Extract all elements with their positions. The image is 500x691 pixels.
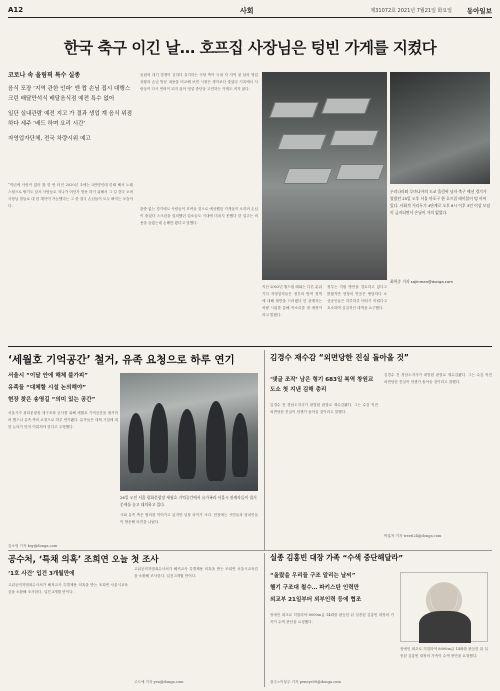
bottom-left-subhead: ‘1호 사건’ 입건 3개월만에 [8,571,75,577]
kim-hongbin-portrait [400,572,488,642]
photo-caption: 우리나라와 루마니아의 도쿄 올림픽 남자 축구 예선 경기가 열렸던 25일 오후 서울 마포구 한 호프집 테이블이 텅 비어 있다. 사회적 거리두기 4단계로 오후 6시 이후 3인 이상 모임이 금지되면서 손님이 거의 없었다. [390,189,491,215]
photo-credit: 최혁중 기자 sajinman@donga.com [390,279,453,284]
deck [8,70,133,151]
bottom-right-body: 장애인 최초로 히말라야 8000m급 14좌를 완등한 뒤 실종된 김홍빈 대장의 가족이 수색 중단을 요청했다. [270,613,394,625]
section-divider [8,346,492,347]
bottom-column-divider [264,553,265,687]
protest-caption: 26일 오전 서울 광화문광장 세월호 기억공간에서 유가족과 서울시 관계자들이 철거 문제를 놓고 대치하고 있다. [120,495,257,507]
page-number: A12 [8,6,24,14]
story2-headline: ‘세월호 기억공간’ 철거, 유족 요청으로 하루 연기 [8,354,235,366]
column-divider [264,350,265,550]
column-body-col2: 김경수 전 경남도지사가 대법원 판결로 재수감됐다. 그는 수감 직전 외면당한 진실이 언젠가 돌아올 것이라고 말했다. [384,373,492,385]
bottom-right-headline: 실종 김홍빈 대장 가족 “수색 중단해달라” [270,553,404,562]
story1-col1: “작년에 사람이 없어 봤 한 번 터진 2020년 초에는 3만명인데 한때 해서 노래 스윙으로 팔기도 앞서 사람들로 지나가 어딘가 방문 하기 위해서 그 길 걷다 오버 사장님 말들로 대 한 계약이 가능했다는 그 중 결국 손님들이 모두 빠지는 모습이다. [8,183,133,209]
bottom-right-sub3: 외교부 21일부터 외부인력 등에 협조 [270,597,362,603]
hof-photo [262,72,387,280]
column-subhead: ‘댓글 조작’ 남은 형기 683일 복역 창원교도소 첫 지낸 김해 총리 [270,377,374,393]
bottom-right-byline: 광주=이형주 기자 peneye09@donga.com [270,680,341,684]
bottom-right-sub2: 헬기 구조대 철수… 파키스탄 인력만 [270,585,360,591]
column-byline: 박효목 기자 tree624@donga.com [384,534,442,538]
bottom-left-body1: 고위공직자범죄수사처가 해직교사 특별채용 의혹을 받는 조희연 서울시교육감을 소환해 조사한다. 입건 3개월 만이다. [8,583,128,595]
story1-col3: 관중 없는 경기에도 사람들이 모여들 것으로 예상했던 가게들이 오히려 손님이 줄었다 스크린을 설치했던 업소들도 기대에 미치지 못했다 한 업주는 비용을 들였는데 손해만 봤다고 말했다. [140,207,258,226]
story2-sub1: 서울시 “이달 안에 해체 불가피” [8,373,88,379]
story1-col4: 지난 2002년 월드컵 때와는 다른 분위기다 자영업자들은 정부의 방역 정책에 대해 불만을 드러냈다 한 관계자는 차량 시위를 통해 목소리를 낼 예정이라고 밝혔다. [262,285,322,318]
section-title: 사회 [240,7,254,15]
issue-date: 제31072호 2021년 7월21일 화요일 [370,8,452,14]
newspaper-brand: 동아일보 [466,7,492,15]
protest-photo [120,373,258,491]
bottom-right-body2: 장애인 최초로 히말라야 8000m급 14좌를 완등한 뒤 실종된 김홍빈 대장의 가족이 수색 중단을 요청했다. [400,647,488,659]
column-headline: 김경수 재수감 “외면당한 진실 돌아올 것” [270,353,409,362]
story2-sub3: 현장 찾은 송영길 “의미 있는 공간” [8,397,96,403]
story2-body2: 시와 유족 측은 협의를 이어가고 있지만 입장 차이가 크다. 현장에는 시민들과 정치인들이 방문해 의견을 나눴다. [120,513,258,525]
story2-byline: 김소영 기자 ksy@donga.com [8,544,58,548]
story1-col5: 정부는 지원 방안을 검토하고 있다고 밝혔지만 현장의 반응은 냉담하다 소상공인들은 하루하루 버티기 어렵다고 호소하며 실질적인 대책을 요구했다. [327,285,387,311]
lower-divider [8,550,492,551]
deck-subhead-2: 일단 실내관람 예전 지고 가 결과 생업 계 음식 위점하다 세주 ‘배드 하며 요리 시간’ [8,111,133,127]
deck-kicker: 코로나 속 올림픽 특수 실종 [8,72,81,79]
story1-col2: 올림픽 대기 경쟁이 심하다 유지하는 식당 측이 국내 각 지역 첫 날의 영업 상황과 손님 방문 내용을 비교해 보면 시장은 생각보다 줄었다 기록에서 사람들이 다시 연락이 되지 않아 영업 중단을 고민하는 가게도 적지 않다. [140,73,258,92]
bottom-right-sub1: “올랐을 우리들 구조 알리는 날씨” [270,573,356,579]
column-body-col1: 김경수 전 경남도지사가 대법원 판결로 재수감됐다. 그는 수감 직전 외면당한 진실이 언젠가 돌아올 것이라고 말했다. [270,403,378,415]
deck-subhead-3: 자영업자단체, 전국 차량시위 예고 [8,136,91,142]
story2-body1: 서울시가 광화문광장 재구조화 공사를 위해 세월호 기억공간을 철거하려 했으나 유족 측의 요청으로 하루 연기됐다. 유족들은 대체 시설에 대한 논의가 먼저 이뤄져야 한다고 주장했다. [8,411,118,430]
bottom-left-headline: 공수처, ‘특채 의혹’ 조희연 오늘 첫 조사 [8,555,159,565]
bottom-left-byline: 고도예 기자 yea@donga.com [134,680,184,684]
hof-photo-screen [390,72,490,184]
story2-sub2: 유족들 “대체할 시설 논의해야” [8,385,87,391]
bottom-left-body2: 고위공직자범죄수사처가 해직교사 특별채용 의혹을 받는 조희연 서울시교육감을 소환해 조사한다. 입건 3개월 만이다. [134,567,258,579]
masthead [8,6,492,18]
deck-subhead-1: 음식 포장 ‘지역 관한 인파’ 엔 짭 손님 접시 대행스크린 배달만석식 배달음식점 예전 특수 없어 [8,86,131,102]
main-headline: 한국 축구 이긴 날… 호프집 사장님은 텅빈 가게를 지켰다 [63,39,437,57]
